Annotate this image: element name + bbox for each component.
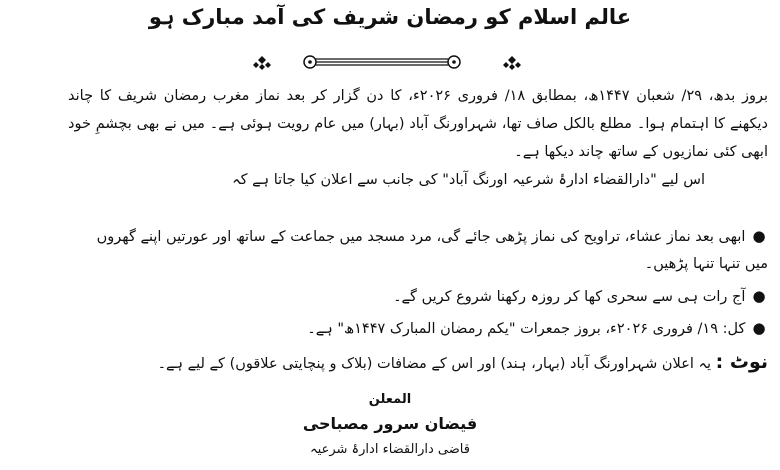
list-item (393, 282, 768, 311)
note-label: نوٹ : (715, 351, 768, 373)
signature-name: فیضان سرور مصباحی (302, 414, 478, 433)
signature-position: قاضی دارالقضاء ادارۂ شرعیہ (310, 442, 470, 457)
list-item-text: کل: ۱۹/ فروری ۲۰۲۶ء، بروز جمعرات "یکم رمضان المبارک ۱۴۴۷ھ" ہے۔ (307, 321, 746, 337)
intro-line: اس لیے "دارالقضاء ادارۂ شرعیہ اورنگ آباد" کی جانب سے اعلان کیا جاتا ہے کہ (232, 172, 705, 188)
list-item-text: آج رات ہی سے سحری کھا کر روزہ رکھنا شروع کریں گے۔ (393, 289, 746, 305)
signature-title: المعلن (368, 392, 412, 407)
headline: عالم اسلام کو رمضان شریف کی آمد مبارک ہو (148, 5, 632, 29)
note (158, 348, 768, 378)
bullet-icon: ● (752, 287, 766, 305)
announcement-paragraph: بروز بدھ، ۲۹/ شعبان ۱۴۴۷ھ، بمطابق ۱۸/ فروری ۲۰۲۶ء، کا دن گزار کر بعد نماز مغرب رمضان شریف کا چاند دیکھنے کا اہتمام ہوا۔ مطلع بالکل صاف تھا، شہراورنگ آباد (بہار) میں عام رویت ہوئی ہے۔ میں نے بھی بچشمِ خود ابھی کئی نمازیوں کے ساتھ چاند دیکھا ہے۔ (68, 88, 769, 160)
diamond-ornament-icon (503, 56, 521, 70)
list-item (97, 222, 768, 251)
list-item-continuation: میں تنہا تنہا پڑھیں۔ (644, 256, 768, 272)
note-text: یہ اعلان شہراورنگ آباد (بہار، ہند) اور اس کے مضافات (بلاک و پنچایتی علاقوں) کے لیے ہے۔ (157, 356, 712, 372)
bullet-icon: ● (752, 319, 766, 337)
ornament-divider (250, 52, 530, 72)
list-item (307, 314, 768, 343)
list-item-text: ابھی بعد نماز عشاء، تراویح کی نماز پڑھی جائے گی، مرد مسجد میں جماعت کے ساتھ اور عورتیں اپنے گھروں (96, 229, 746, 245)
bullet-icon: ● (752, 227, 766, 245)
diamond-ornament-icon (253, 56, 271, 70)
